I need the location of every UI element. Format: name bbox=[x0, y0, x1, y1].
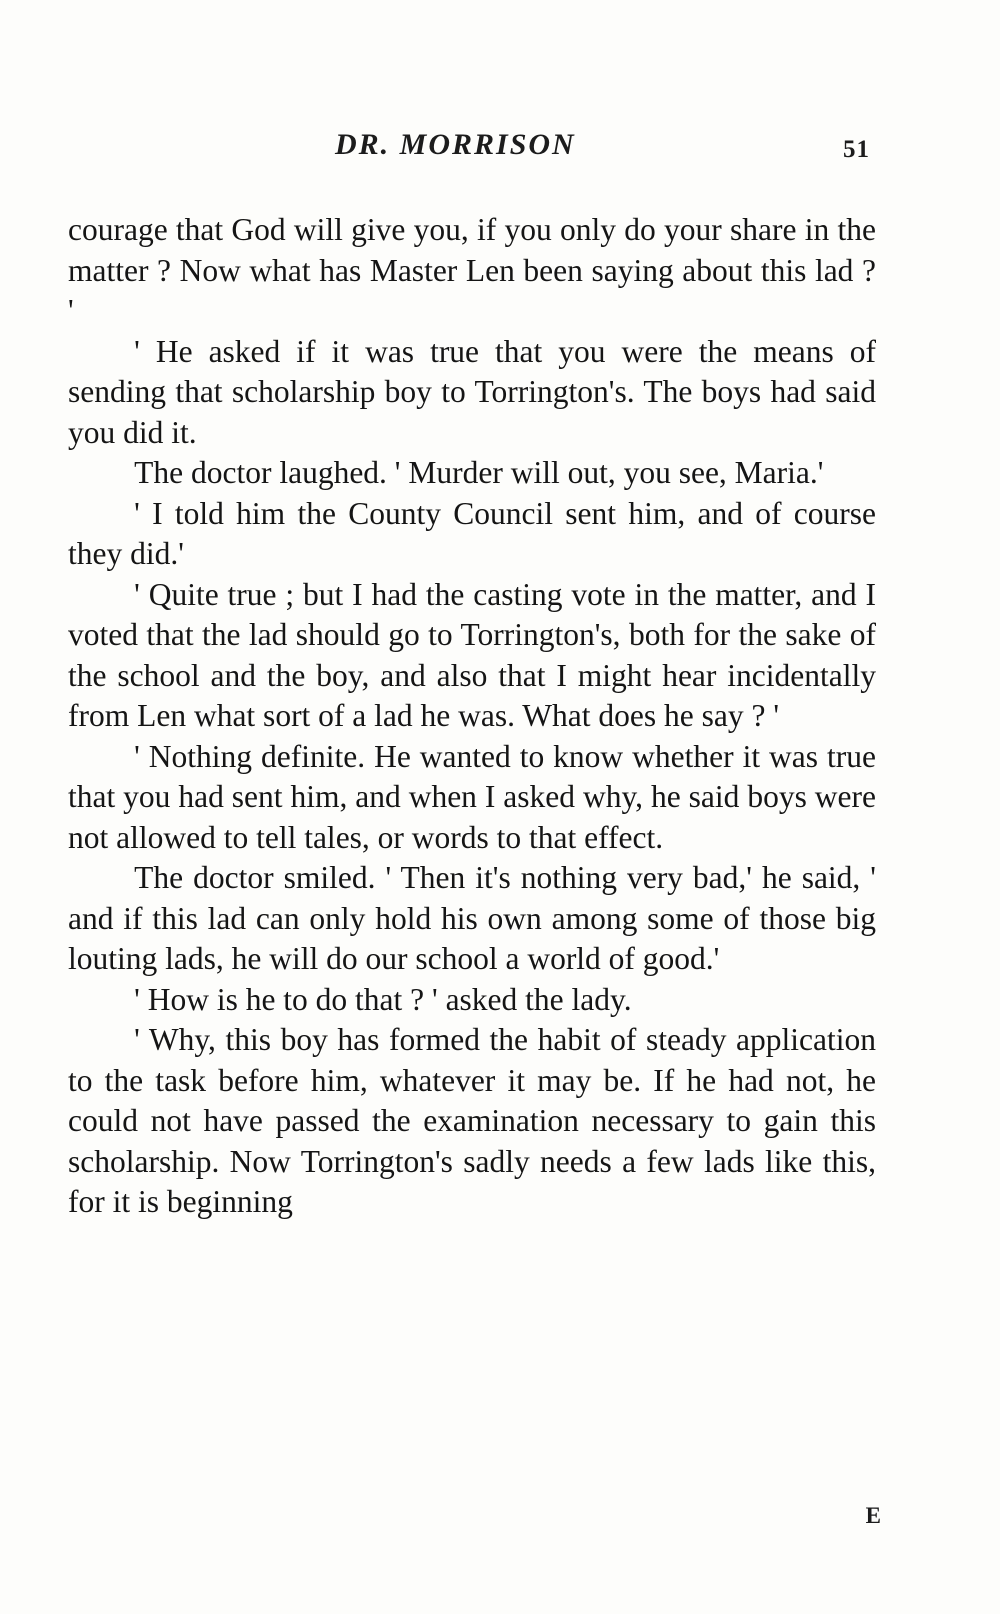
page-number: 51 bbox=[843, 136, 870, 163]
paragraph: ' Nothing definite. He wanted to know whether it was true that you had sent him, and when I asked why, he said boys were not allowed to tell tales, or words to that effect. bbox=[68, 738, 876, 855]
paragraph: ' Quite true ; but I had the casting vote in the matter, and I voted that the lad should go to Torrington's, both for the sake of the school and the boy, and also that I might hear incidentally from Len what sort of a lad he was. What does he say ? ' bbox=[68, 576, 876, 733]
paragraph: ' Why, this boy has formed the habit of steady application to the task before him, whatever it may be. If he had not, he could not have passed the examination necessary to gain this scholarship. Now Torrington's sadly needs a few lads like this, for it is beginning bbox=[68, 1022, 876, 1219]
page-header bbox=[70, 128, 870, 176]
paragraph: The doctor smiled. ' Then it's nothing very bad,' he said, ' and if this lad can only hold his own among some of those big louting lads, he will do our school a world of good.' bbox=[68, 860, 876, 976]
body-text bbox=[68, 210, 876, 1223]
signature-mark: E bbox=[865, 1503, 882, 1528]
paragraph: The doctor laughed. ' Murder will out, you see, Maria.' bbox=[134, 455, 824, 490]
running-head: DR. MORRISON bbox=[335, 128, 576, 161]
paragraph: ' How is he to do that ? ' asked the lady. bbox=[134, 981, 632, 1017]
paragraph: ' He asked if it was true that you were the means of sending that scholarship boy to Torrington's. The boys had said you did it. bbox=[68, 333, 876, 450]
paragraph: ' I told him the County Council sent him, and of course they did.' bbox=[68, 495, 876, 571]
paragraph: courage that God will give you, if you only do your share in the matter ? Now what has Master Len been saying about this lad ? ' bbox=[68, 212, 876, 328]
